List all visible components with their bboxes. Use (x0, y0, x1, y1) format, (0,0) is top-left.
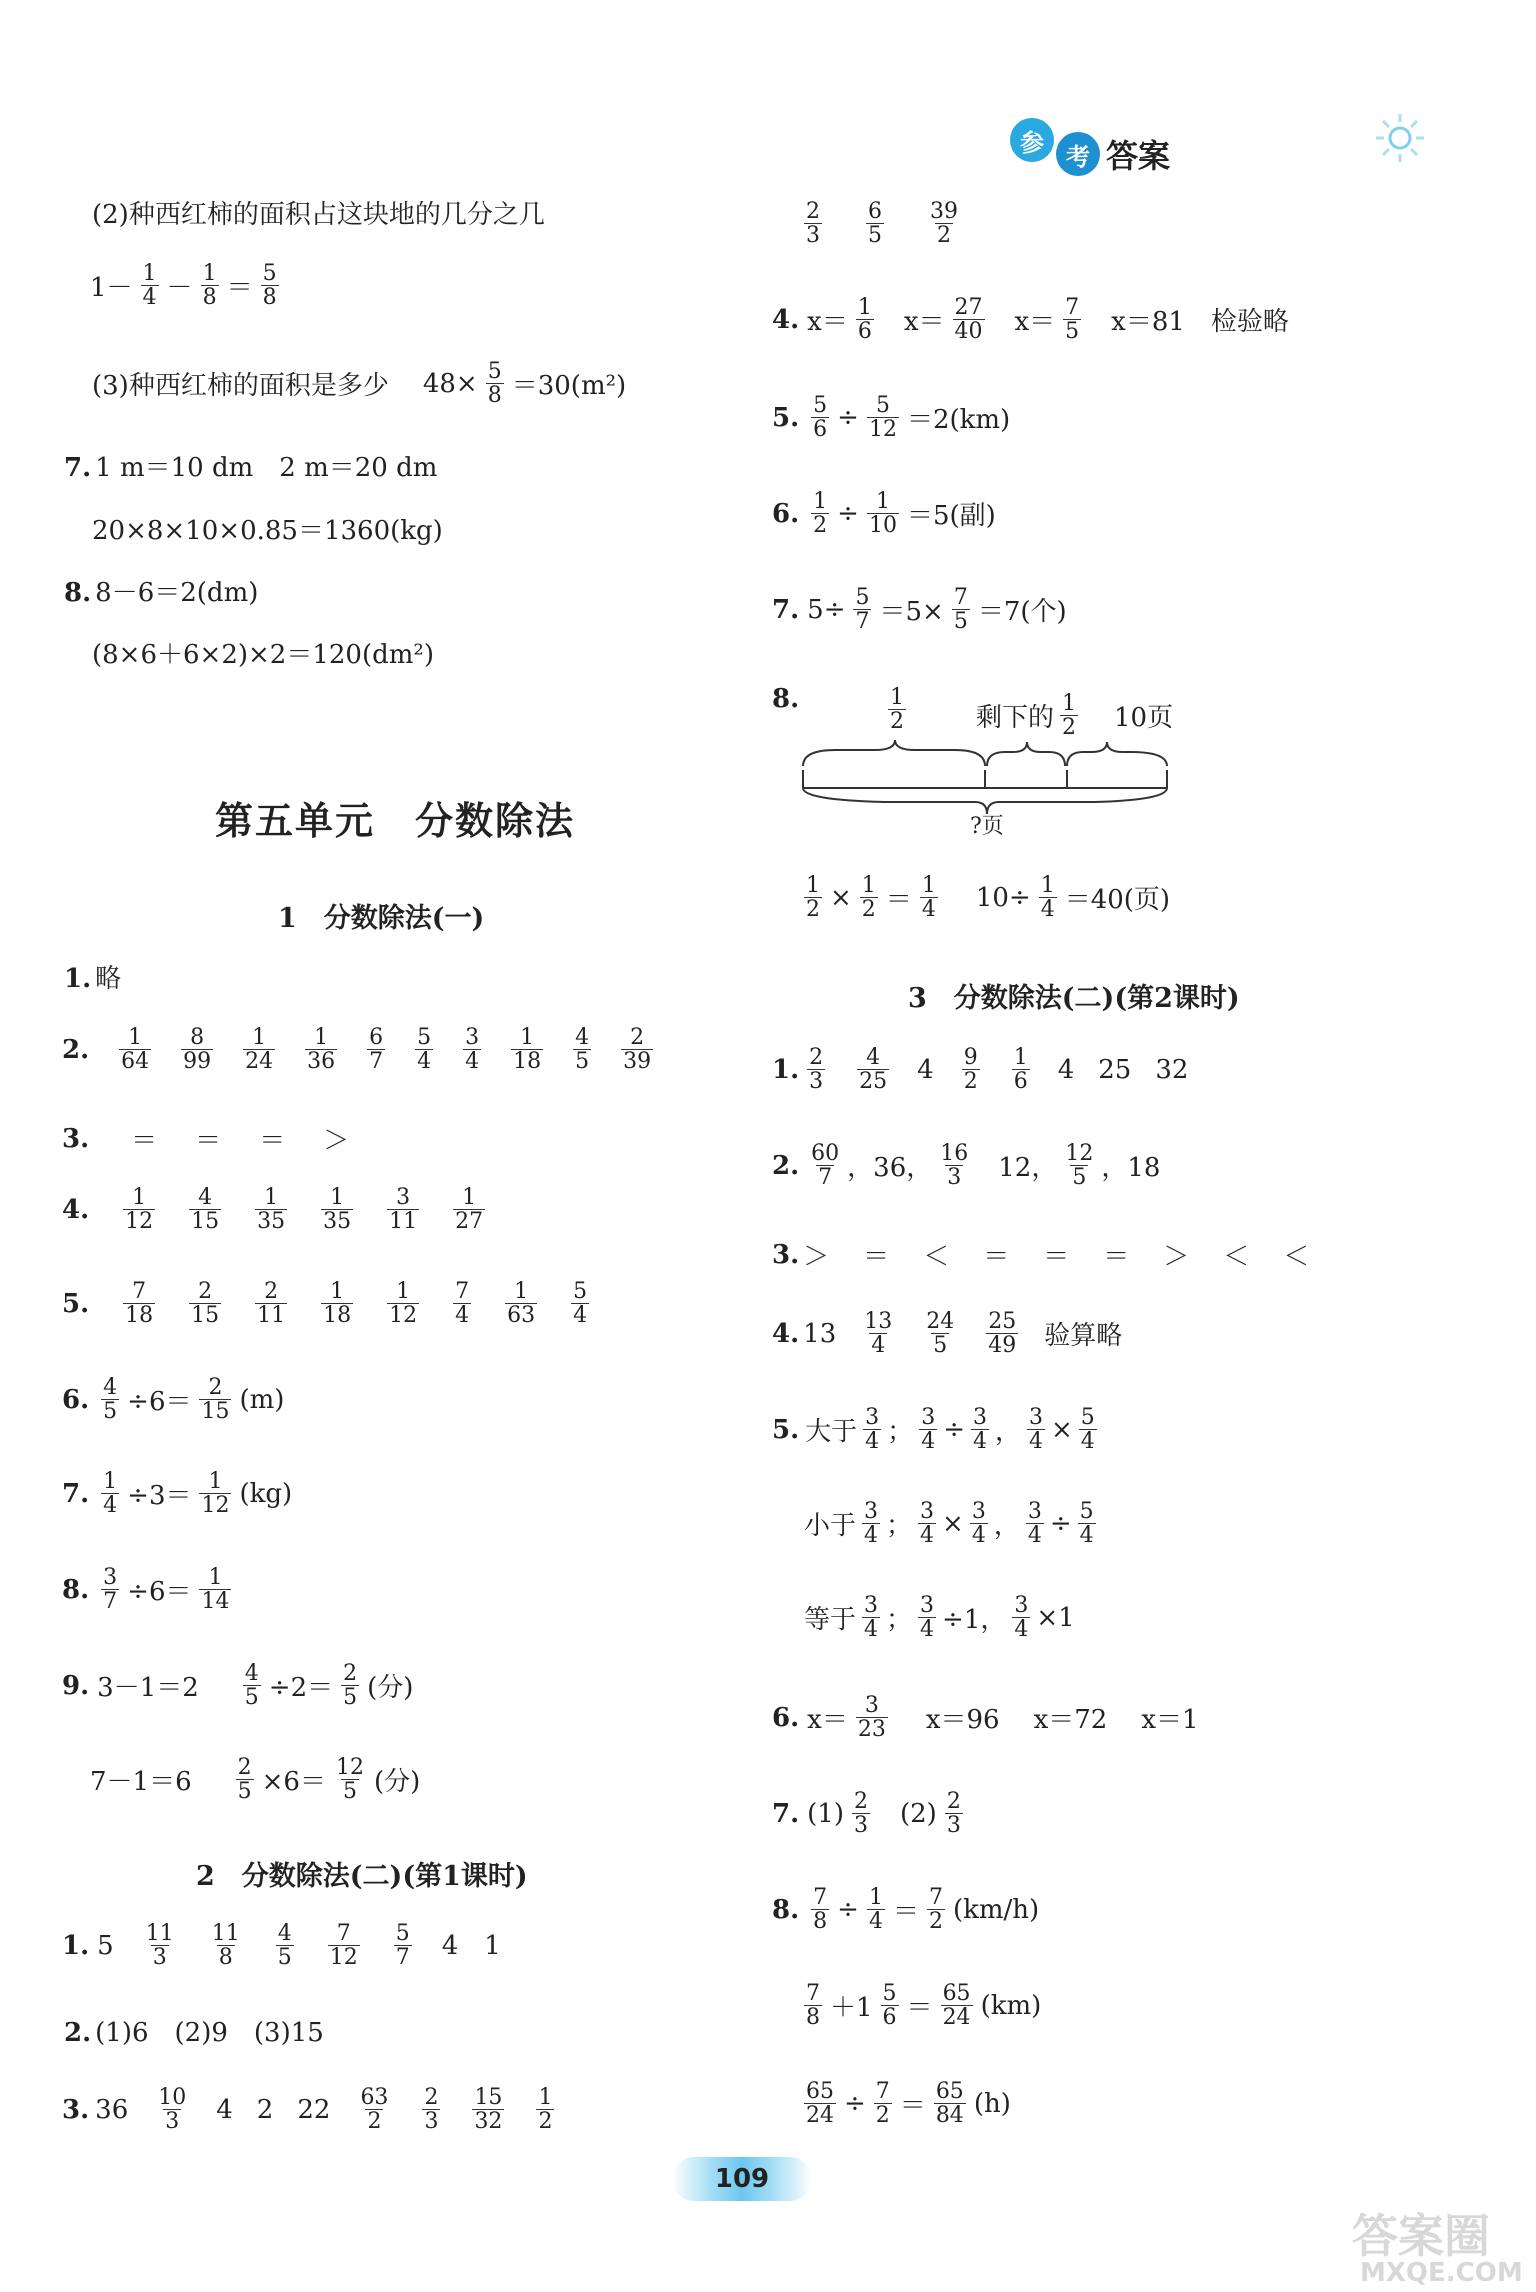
sun-icon (1370, 108, 1430, 168)
fraction: 1 4 (921, 873, 936, 923)
s2-q2: 2. (1)6 (2)9 (3)15 (64, 2018, 324, 2048)
s3-q5-line1 (772, 1406, 1101, 1453)
text: ＜ (1283, 1242, 1310, 1272)
fraction: 6 5 (868, 199, 882, 249)
fraction: 8 99 (183, 1025, 212, 1075)
fraction: 1 12 (201, 1469, 230, 1519)
fraction: 6 7 (369, 1025, 384, 1075)
fraction: 3 4 (465, 1025, 480, 1075)
fraction: 2 39 (623, 1025, 652, 1075)
fraction: $\frac{65}{24}$ (806, 2079, 834, 2129)
q8-line1: 8. 8－6＝2(dm) (64, 578, 259, 608)
fraction: $\frac{1}{4}$ (868, 1885, 883, 1935)
fraction: 1 8 (202, 261, 217, 311)
fraction: 1 2 (1062, 691, 1077, 741)
fraction: 5 4 (417, 1025, 432, 1075)
fraction: 63 2 (360, 2085, 389, 2135)
text: ÷ (844, 2088, 866, 2119)
fraction: 65 84 (935, 2079, 964, 2129)
fraction: 39 2 (930, 199, 958, 249)
fraction: $\frac{7}{5}$ (953, 585, 968, 635)
num: 3. (772, 1239, 800, 1270)
num: 2. (772, 1150, 800, 1181)
text: ÷3＝ (127, 1481, 192, 1512)
fraction: 1 2 (890, 685, 904, 735)
text: ＜ (923, 1242, 950, 1272)
tomato-question-3 (92, 360, 626, 407)
fraction: 1 63 (507, 1279, 536, 1329)
text: x＝81 (1111, 307, 1185, 338)
header-answer-title: 答案 (1106, 137, 1171, 175)
tomato-eq-1 (90, 262, 283, 309)
text: ＞ (803, 1242, 830, 1272)
brace-rest-2 (1067, 742, 1167, 766)
fraction: 1 18 (513, 1025, 542, 1075)
text: (m) (239, 1384, 285, 1415)
fraction: $\frac{3}{4}$ (971, 1499, 986, 1549)
text: (km/h) (952, 1894, 1040, 1925)
r-q5 (772, 394, 1010, 441)
text: ＝5(副) (906, 501, 996, 532)
s3-q5-line2 (804, 1500, 1100, 1547)
brace-rest-1 (987, 742, 1065, 766)
fraction: $\frac{7}{8}$ (813, 1885, 828, 1935)
fraction: 4 5 (277, 1921, 292, 1971)
fraction: 1 64 (121, 1025, 150, 1075)
text: ； (887, 1417, 914, 1448)
text: ＝ (885, 885, 912, 916)
fraction: 2 11 (257, 1279, 286, 1329)
fraction: 5 6 (882, 1981, 897, 2031)
fraction: 4 5 (575, 1025, 590, 1075)
q7-line1: 7. 1 m＝10 dm 2 m＝20 dm (64, 453, 438, 483)
text: 1－ (90, 273, 133, 304)
text: 大于 (805, 1417, 858, 1448)
text: x＝ (903, 307, 945, 338)
num: 5. (772, 1414, 800, 1445)
text: － (166, 273, 193, 304)
num: 5. (62, 1288, 90, 1319)
text: (分) (373, 1767, 421, 1798)
fraction: $\frac{5}{12}$ (868, 393, 897, 443)
r-q8-half-label (884, 686, 910, 733)
s2-q1 (62, 1922, 501, 1969)
text: 4 (216, 2094, 233, 2125)
text: ＝ (983, 1242, 1010, 1272)
fraction: $\frac{1}{4}$ (1040, 873, 1055, 923)
section-2-title: 2 分数除法(二)(第1课时) (196, 1861, 528, 1892)
r-q4 (772, 296, 1289, 343)
r-q6 (772, 490, 996, 537)
fraction: 65 24 (942, 1981, 971, 2031)
text: ＝7(个) (977, 597, 1067, 628)
fraction: $\frac{5}{4}$ (1079, 1499, 1094, 1549)
fraction: 16 3 (940, 1141, 969, 1191)
text: 36 (95, 2094, 129, 2125)
text: 5 (97, 1930, 114, 1961)
text: 3－1＝2 (97, 1673, 199, 1704)
text: ÷6＝ (127, 1577, 192, 1608)
s1-q2 (62, 1026, 657, 1073)
text: x＝72 (1033, 1705, 1108, 1736)
text: ×6＝ (261, 1767, 326, 1798)
s3-q7 (772, 1790, 967, 1837)
fraction: 12 5 (335, 1755, 364, 1805)
fraction: $\frac{5}{6}$ (813, 393, 828, 443)
text: (2) (900, 1798, 937, 1829)
fraction: 7 4 (455, 1279, 470, 1329)
text: 25 (1098, 1054, 1132, 1085)
watermark-top: 答案圈 (1352, 2209, 1490, 2263)
text: (1) (807, 1798, 844, 1829)
s1-q3 (62, 1120, 349, 1157)
s3-q4 (772, 1310, 1122, 1357)
text: ＝ (899, 2091, 926, 2122)
text: 检验略 (1210, 307, 1289, 338)
r-top-fracs (800, 200, 964, 247)
text: ， (994, 1417, 1021, 1448)
fraction: 2 3 (809, 1045, 824, 1095)
q7-line2: 20×8×10×0.85＝1360(kg) (92, 516, 443, 546)
text: ＝ (1103, 1242, 1130, 1272)
text: ＋1 (830, 1993, 873, 2024)
text: ； (886, 1511, 913, 1542)
fraction: 1 35 (323, 1185, 352, 1235)
fraction: 11 3 (145, 1921, 174, 1971)
text: x＝1 (1141, 1705, 1199, 1736)
fraction: 7 12 (329, 1921, 358, 1971)
text: ＝ (259, 1126, 286, 1156)
fraction: 12 5 (1065, 1141, 1094, 1191)
fraction: $\frac{1}{2}$ (861, 873, 876, 923)
fraction: 1 4 (142, 261, 157, 311)
fraction: 5 7 (395, 1921, 410, 1971)
fraction: 3 11 (389, 1185, 418, 1235)
fraction: 2 15 (201, 1375, 230, 1425)
r-q8-num: 8. (772, 684, 800, 714)
fraction: 9 2 (963, 1045, 978, 1095)
text: ＞ (1163, 1242, 1190, 1272)
fraction: 2 5 (343, 1661, 358, 1711)
num: 7. (772, 1798, 800, 1829)
text: x＝ (1014, 307, 1056, 338)
fraction: $\frac{5}{7}$ (855, 585, 870, 635)
fraction: $\frac{3}{4}$ (1014, 1593, 1029, 1643)
fraction: 10 3 (158, 2085, 187, 2135)
text: ＝ (906, 1993, 933, 2024)
fraction: 15 32 (474, 2085, 503, 2135)
text: 4 (441, 1930, 459, 1961)
text: (分) (367, 1673, 414, 1704)
fraction: $\frac{1}{4}$ (103, 1469, 118, 1519)
header-kao-badge: 考 (1056, 132, 1100, 176)
unit-title: 第五单元 分数除法 (215, 798, 576, 843)
r-q8-question: ?页 (970, 814, 1004, 839)
fraction: 7 18 (125, 1279, 154, 1329)
num: 6. (62, 1384, 90, 1415)
fraction: 1 27 (455, 1185, 484, 1235)
text: 剩下的 (976, 703, 1055, 734)
fraction: 27 40 (954, 295, 983, 345)
fraction: 1 18 (323, 1279, 352, 1329)
text: × (1051, 1414, 1073, 1445)
fraction: $\frac{3}{4}$ (1027, 1499, 1042, 1549)
s1-q9-line2 (90, 1756, 420, 1803)
text: ，36， (847, 1153, 933, 1184)
text: 等于 (804, 1605, 857, 1636)
fraction: 13 4 (864, 1309, 893, 1359)
fraction: 3 4 (864, 1499, 879, 1549)
text: ＝ (892, 1897, 919, 1928)
fraction: $\frac{2}{5}$ (237, 1755, 252, 1805)
num: 8. (62, 1574, 90, 1605)
r-q7 (772, 586, 1067, 633)
fraction: $\frac{7}{2}$ (875, 2079, 890, 2129)
tomato-question-2: (2)种西红柿的面积占这块地的几分之几 (92, 200, 545, 230)
r-q8-equation (800, 874, 1170, 921)
text: 4 (1057, 1054, 1075, 1085)
fraction: 5 8 (262, 261, 277, 311)
text: ＝ (1043, 1242, 1070, 1272)
text: x＝96 (925, 1705, 1000, 1736)
fraction: $\frac{3}{4}$ (921, 1405, 936, 1455)
text: ＝ (131, 1126, 158, 1156)
num: 8. (772, 1894, 800, 1925)
text: × (942, 1508, 964, 1539)
text: ＝ (226, 273, 253, 304)
s1-q7 (62, 1470, 292, 1517)
fraction: 24 5 (926, 1309, 955, 1359)
fraction: 2 3 (946, 1789, 961, 1839)
fraction: 4 15 (191, 1185, 220, 1235)
text: ＝40(页) (1064, 885, 1171, 916)
text: 10页 (1114, 703, 1174, 734)
text: 10÷ (975, 882, 1031, 913)
text: 1 (484, 1930, 501, 1961)
fraction: 1 6 (1013, 1045, 1028, 1095)
fraction: $\frac{5}{8}$ (487, 359, 502, 409)
s1-q6 (62, 1376, 284, 1423)
q8-line2: (8×6＋6×2)×2＝120(dm²) (92, 640, 434, 670)
text: ÷ (837, 1894, 859, 1925)
fraction: $\frac{3}{4}$ (1029, 1405, 1043, 1455)
fraction: $\frac{3}{4}$ (920, 1593, 935, 1643)
text: ＞ (323, 1126, 350, 1156)
fraction: 4 25 (859, 1045, 888, 1095)
fraction: 7 2 (928, 1885, 943, 1935)
num: 7. (772, 594, 800, 625)
text: (km) (980, 1990, 1042, 2021)
text: 7－1＝6 (90, 1767, 192, 1798)
text: ÷ (837, 402, 859, 433)
text: 5÷ (807, 594, 846, 625)
fraction: $\frac{3}{4}$ (920, 1499, 935, 1549)
s3-q3 (772, 1236, 1309, 1273)
fraction: $\frac{1}{10}$ (868, 489, 897, 539)
text: ÷1， (942, 1605, 1007, 1636)
r-q8-rest-label (976, 692, 1173, 739)
s3-q8-line1 (772, 1886, 1039, 1933)
text: 48× (422, 368, 478, 399)
s1-q4 (62, 1186, 489, 1233)
text: x＝ (807, 1705, 848, 1736)
fraction: 2 3 (854, 1789, 868, 1839)
fraction: $\frac{3}{4}$ (972, 1405, 987, 1455)
num: 7. (62, 1478, 90, 1509)
section-3-title: 3 分数除法(二)(第2课时) (908, 983, 1240, 1014)
num: 3. (62, 1123, 90, 1154)
text: x＝ (807, 307, 848, 338)
num: 1. (772, 1054, 800, 1085)
text: 2 (256, 2094, 274, 2125)
fraction: $\frac{4}{5}$ (244, 1661, 259, 1711)
text: 32 (1155, 1054, 1189, 1085)
text: 4 (917, 1054, 934, 1085)
fraction: 25 49 (988, 1309, 1017, 1359)
fraction: 1 36 (307, 1025, 336, 1075)
text: 验算略 (1044, 1321, 1123, 1352)
fraction: 2 3 (806, 199, 820, 249)
num: 9. (62, 1670, 90, 1701)
fraction: $\frac{1}{2}$ (806, 873, 820, 923)
text: 小于 (804, 1511, 857, 1542)
num: 5. (772, 402, 800, 433)
num: 1. (62, 1930, 90, 1961)
fraction: 3 23 (857, 1693, 886, 1743)
num: 2. (62, 1034, 90, 1065)
s3-q8-line2 (800, 1982, 1041, 2029)
fraction: 1 6 (857, 295, 872, 345)
num: 6. (772, 1702, 800, 1733)
num: 4. (772, 304, 800, 335)
fraction: 60 7 (811, 1141, 840, 1191)
fraction: 3 4 (865, 1405, 880, 1455)
s3-q8-line3 (800, 2080, 1011, 2127)
text: (h) (973, 2088, 1011, 2119)
fraction: 1 35 (257, 1185, 286, 1235)
line-segment-diagram (795, 740, 1185, 820)
s3-q1 (772, 1046, 1188, 1093)
text: × (830, 882, 852, 913)
brace-half (803, 740, 985, 766)
text: (kg) (239, 1478, 293, 1509)
s3-q2 (772, 1142, 1160, 1189)
fraction: 2 15 (191, 1279, 220, 1329)
fraction: 11 8 (211, 1921, 240, 1971)
fraction: $\frac{4}{5}$ (103, 1375, 118, 1425)
s1-q8 (62, 1566, 235, 1613)
text: ÷6＝ (127, 1387, 192, 1418)
fraction: 1 12 (125, 1185, 154, 1235)
text: ＝30(m²) (511, 371, 627, 402)
s2-q3 (62, 2086, 558, 2133)
fraction: $\frac{5}{4}$ (1080, 1405, 1095, 1455)
fraction: 7 5 (1065, 295, 1080, 345)
fraction: 2 3 (424, 2085, 439, 2135)
text: ÷ (1049, 1508, 1072, 1539)
fraction: 1 2 (538, 2085, 553, 2135)
s3-q5-line3 (804, 1594, 1075, 1641)
fraction: 3 4 (864, 1593, 879, 1643)
section-1-title: 1 分数除法(一) (278, 903, 485, 934)
text: ， (993, 1511, 1020, 1542)
text: ÷2＝ (268, 1673, 334, 1704)
text: ＝ (195, 1126, 222, 1156)
fraction: 7 8 (806, 1981, 820, 2031)
text: ÷ (837, 498, 859, 529)
num: 3. (62, 2094, 90, 2125)
text: 12， (998, 1153, 1058, 1184)
fraction: 1 24 (245, 1025, 274, 1075)
fraction: $\frac{3}{7}$ (103, 1565, 118, 1615)
text: 22 (297, 2094, 331, 2125)
text: ，18 (1101, 1153, 1161, 1184)
fraction: 1 14 (201, 1565, 230, 1615)
text: ÷ (943, 1414, 965, 1445)
page-number: 109 (672, 2157, 812, 2201)
s3-q6 (772, 1694, 1199, 1741)
watermark-bottom: MXQE.COM (1360, 2258, 1523, 2288)
s1-q9-line1 (62, 1662, 413, 1709)
fraction: 1 12 (389, 1279, 418, 1329)
s1-q1: 1. 略 (64, 964, 122, 994)
text: (3)种西红柿的面积是多少 (92, 371, 389, 402)
text: ＜ (1223, 1242, 1250, 1272)
text: ＝ (863, 1242, 890, 1272)
text: ； (886, 1605, 913, 1636)
num: 6. (772, 498, 800, 529)
num: 4. (62, 1194, 90, 1225)
text: ×1 (1036, 1602, 1075, 1633)
text: ＝2(km) (906, 405, 1011, 436)
text: 13 (803, 1318, 837, 1349)
text: ＝5× (879, 597, 944, 628)
fraction: $\frac{1}{2}$ (813, 489, 828, 539)
fraction: 5 4 (573, 1279, 588, 1329)
header-can-badge: 参 (1010, 118, 1054, 162)
s1-q5 (62, 1280, 593, 1327)
num: 4. (772, 1318, 800, 1349)
